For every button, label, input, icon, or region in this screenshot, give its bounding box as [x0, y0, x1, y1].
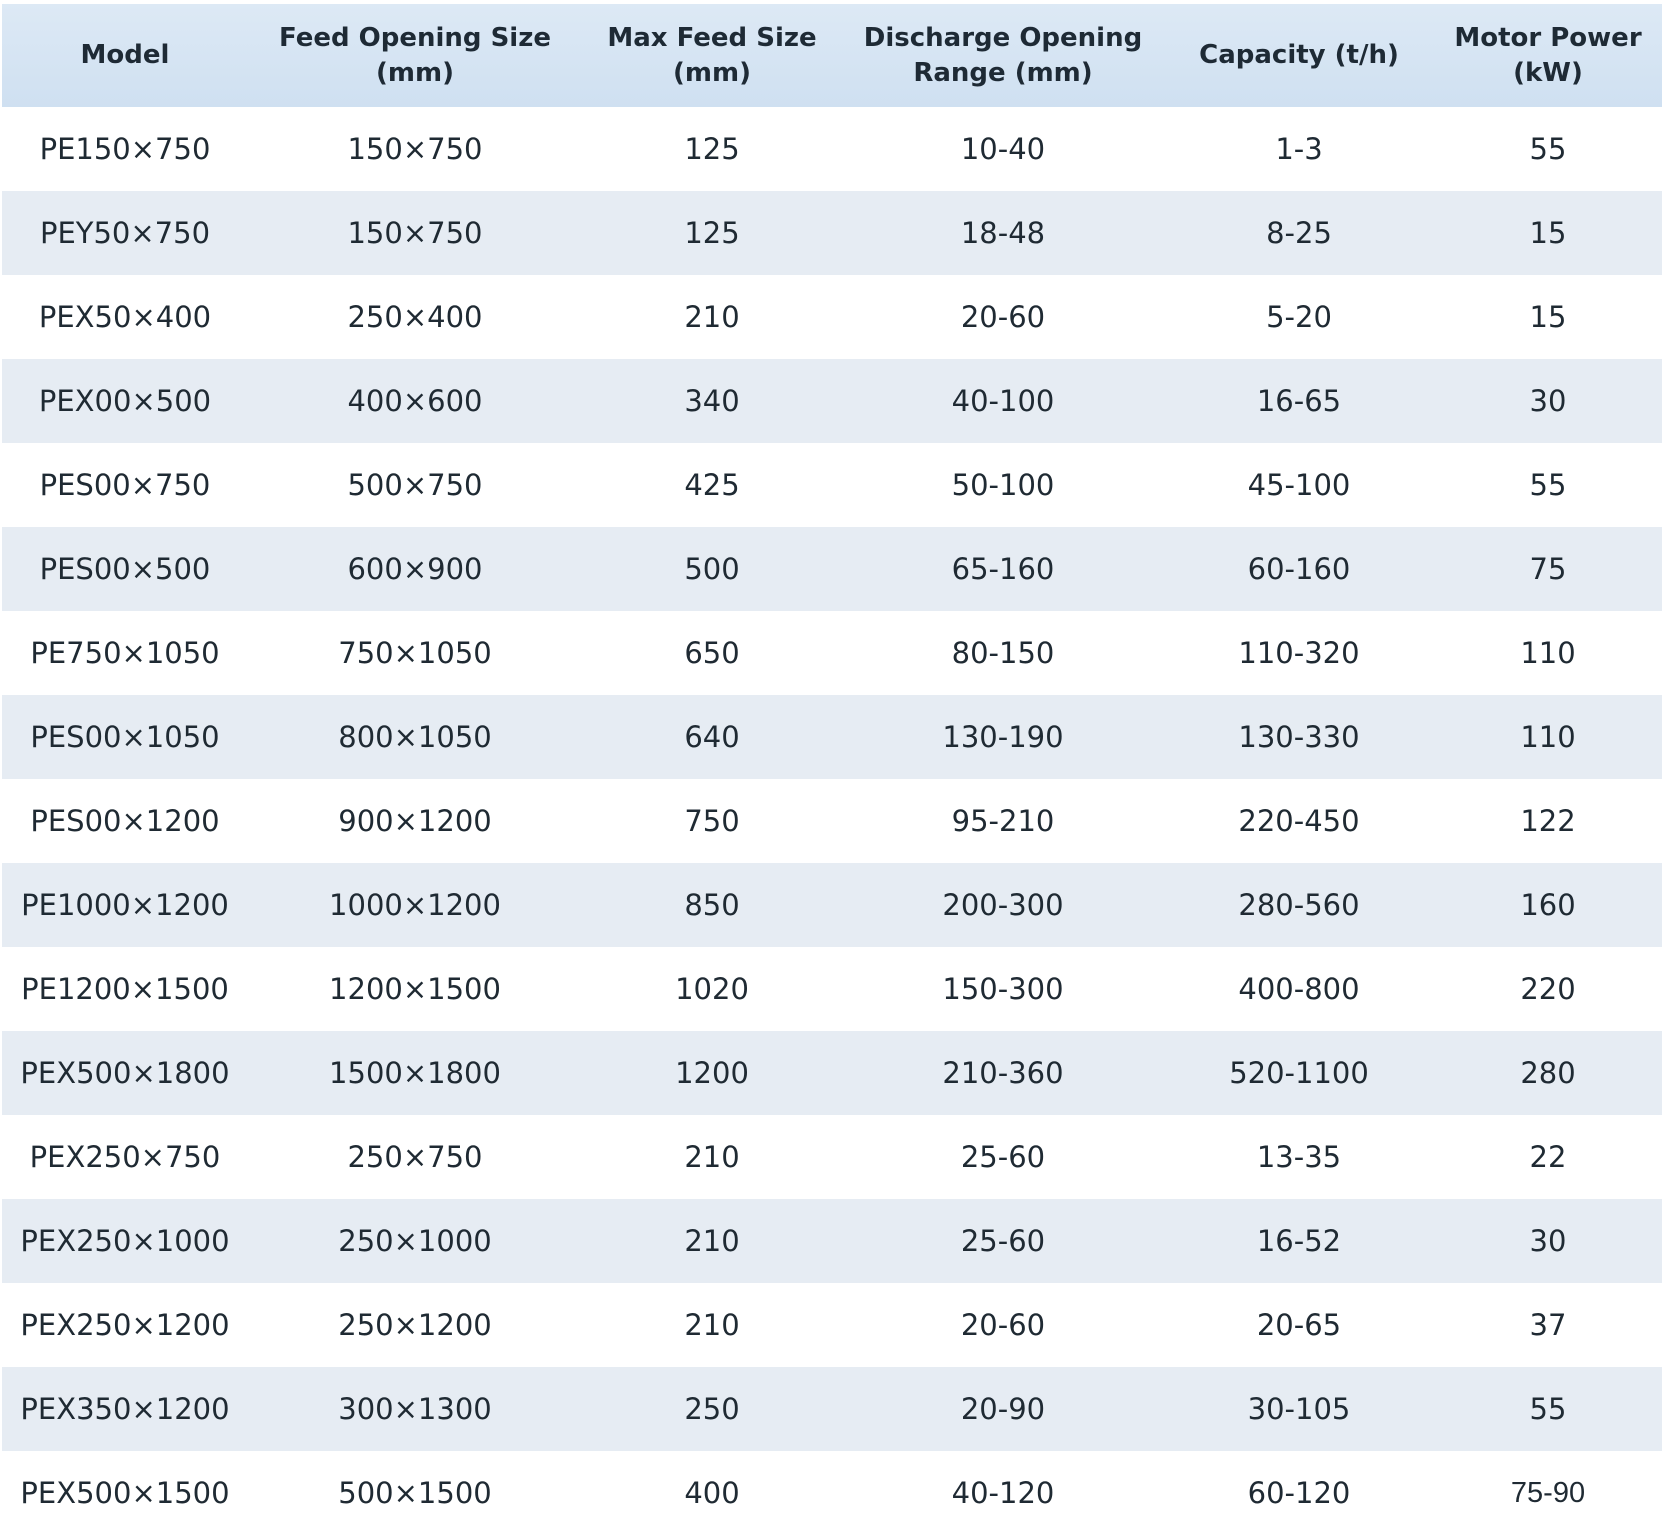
- discharge-opening-range-cell: 95-210: [951, 804, 1055, 838]
- motor-power-cell: 75-90: [1510, 1476, 1586, 1509]
- header-max-feed-size: Max Feed Size (mm): [607, 22, 817, 88]
- max-feed-size-cell: 650: [684, 636, 740, 670]
- capacity-cell: 8-25: [1266, 216, 1332, 250]
- table-row: [2, 443, 1662, 527]
- max-feed-size-cell: 210: [684, 1308, 740, 1342]
- model-cell: PEX250×1200: [20, 1308, 230, 1342]
- feed-opening-size-cell: 900×1200: [338, 804, 492, 838]
- motor-power-cell: 220: [1520, 972, 1576, 1006]
- feed-opening-size-cell: 150×750: [347, 132, 483, 166]
- table-row: [2, 695, 1662, 779]
- table-row: [2, 611, 1662, 695]
- max-feed-size-cell: 500: [684, 552, 740, 586]
- capacity-cell: 13-35: [1256, 1140, 1342, 1174]
- capacity-cell: 60-160: [1247, 552, 1351, 586]
- max-feed-size-cell: 210: [684, 1224, 740, 1258]
- table-row: [2, 359, 1662, 443]
- capacity-cell: 1-3: [1275, 132, 1323, 166]
- feed-opening-size-cell: 500×750: [347, 468, 483, 502]
- table-row: [2, 191, 1662, 275]
- discharge-opening-range-cell: 50-100: [951, 468, 1055, 502]
- table-header: [2, 4, 1662, 107]
- feed-opening-size-cell: 300×1300: [338, 1392, 492, 1426]
- discharge-opening-range-cell: 200-300: [942, 888, 1064, 922]
- discharge-opening-range-cell: 18-48: [960, 216, 1046, 250]
- max-feed-size-cell: 750: [684, 804, 740, 838]
- discharge-opening-range-cell: 210-360: [942, 1056, 1064, 1090]
- motor-power-cell: 37: [1529, 1308, 1567, 1342]
- max-feed-size-cell: 125: [684, 216, 740, 250]
- feed-opening-size-cell: 750×1050: [338, 636, 492, 670]
- max-feed-size-cell: 250: [684, 1392, 740, 1426]
- motor-power-cell: 22: [1529, 1140, 1567, 1174]
- motor-power-cell: 160: [1520, 888, 1576, 922]
- feed-opening-size-cell: 800×1050: [338, 720, 492, 754]
- model-cell: PES00×1050: [30, 720, 220, 754]
- model-cell: PE1000×1200: [21, 888, 229, 922]
- feed-opening-size-cell: 500×1500: [338, 1476, 492, 1510]
- header-motor-power: Motor Power (kW): [1454, 22, 1642, 88]
- motor-power-cell: 30: [1529, 1224, 1567, 1258]
- feed-opening-size-cell: 1200×1500: [329, 972, 501, 1006]
- discharge-opening-range-cell: 20-90: [960, 1392, 1046, 1426]
- capacity-cell: 520-1100: [1229, 1056, 1369, 1090]
- header-model: Model: [80, 40, 170, 70]
- max-feed-size-cell: 425: [684, 468, 740, 502]
- discharge-opening-range-cell: 40-100: [951, 384, 1055, 418]
- capacity-cell: 110-320: [1238, 636, 1360, 670]
- model-cell: PEX250×1000: [20, 1224, 230, 1258]
- motor-power-cell: 110: [1520, 636, 1576, 670]
- feed-opening-size-cell: 1000×1200: [329, 888, 501, 922]
- table-row: [2, 1199, 1662, 1283]
- model-cell: PEX500×1500: [20, 1476, 230, 1510]
- model-cell: PEX250×750: [29, 1140, 221, 1174]
- table-row: [2, 1031, 1662, 1115]
- table-row: [2, 1283, 1662, 1367]
- motor-power-cell: 15: [1529, 216, 1567, 250]
- model-cell: PE1200×1500: [21, 972, 229, 1006]
- model-cell: PEX350×1200: [20, 1392, 230, 1426]
- table-row: [2, 1451, 1662, 1535]
- table-row: [2, 1367, 1662, 1451]
- max-feed-size-cell: 210: [684, 1140, 740, 1174]
- max-feed-size-cell: 210: [684, 300, 740, 334]
- max-feed-size-cell: 125: [684, 132, 740, 166]
- capacity-cell: 220-450: [1238, 804, 1360, 838]
- motor-power-cell: 280: [1520, 1056, 1576, 1090]
- model-cell: PES00×1200: [30, 804, 220, 838]
- discharge-opening-range-cell: 150-300: [942, 972, 1064, 1006]
- capacity-cell: 45-100: [1247, 468, 1351, 502]
- max-feed-size-cell: 640: [684, 720, 740, 754]
- feed-opening-size-cell: 400×600: [347, 384, 483, 418]
- table-row: [2, 275, 1662, 359]
- header-capacity: Capacity (t/h): [1199, 40, 1399, 70]
- feed-opening-size-cell: 150×750: [347, 216, 483, 250]
- capacity-cell: 16-52: [1256, 1224, 1342, 1258]
- discharge-opening-range-cell: 80-150: [951, 636, 1055, 670]
- motor-power-cell: 15: [1529, 300, 1567, 334]
- max-feed-size-cell: 1020: [675, 972, 749, 1006]
- capacity-cell: 20-65: [1256, 1308, 1342, 1342]
- model-cell: PES00×750: [39, 468, 211, 502]
- discharge-opening-range-cell: 10-40: [960, 132, 1046, 166]
- model-cell: PEX500×1800: [20, 1056, 230, 1090]
- feed-opening-size-cell: 250×1000: [338, 1224, 492, 1258]
- motor-power-cell: 55: [1529, 468, 1567, 502]
- motor-power-cell: 55: [1529, 132, 1567, 166]
- model-cell: PE750×1050: [30, 636, 220, 670]
- spec-table: [2, 4, 1662, 1535]
- table-row: [2, 779, 1662, 863]
- capacity-cell: 280-560: [1238, 888, 1360, 922]
- table-row: [2, 1115, 1662, 1199]
- capacity-cell: 5-20: [1266, 300, 1332, 334]
- discharge-opening-range-cell: 130-190: [942, 720, 1064, 754]
- model-cell: PE150×750: [39, 132, 211, 166]
- discharge-opening-range-cell: 40-120: [951, 1476, 1055, 1510]
- discharge-opening-range-cell: 25-60: [960, 1140, 1046, 1174]
- motor-power-cell: 110: [1520, 720, 1576, 754]
- feed-opening-size-cell: 250×1200: [338, 1308, 492, 1342]
- max-feed-size-cell: 1200: [675, 1056, 749, 1090]
- capacity-cell: 16-65: [1256, 384, 1342, 418]
- motor-power-cell: 55: [1529, 1392, 1567, 1426]
- feed-opening-size-cell: 1500×1800: [329, 1056, 501, 1090]
- capacity-cell: 130-330: [1238, 720, 1360, 754]
- discharge-opening-range-cell: 25-60: [960, 1224, 1046, 1258]
- table-row: [2, 947, 1662, 1031]
- model-cell: PEX00×500: [38, 384, 212, 418]
- discharge-opening-range-cell: 20-60: [960, 300, 1046, 334]
- capacity-cell: 400-800: [1238, 972, 1360, 1006]
- capacity-cell: 60-120: [1247, 1476, 1351, 1510]
- feed-opening-size-cell: 600×900: [347, 552, 483, 586]
- motor-power-cell: 122: [1520, 804, 1576, 838]
- table-row: [2, 107, 1662, 191]
- motor-power-cell: 30: [1529, 384, 1567, 418]
- discharge-opening-range-cell: 20-60: [960, 1308, 1046, 1342]
- max-feed-size-cell: 340: [684, 384, 740, 418]
- header-discharge-opening-range: Discharge Opening Range (mm): [863, 22, 1143, 88]
- model-cell: PEX50×400: [38, 300, 212, 334]
- max-feed-size-cell: 400: [684, 1476, 740, 1510]
- table-body: [2, 107, 1662, 1535]
- motor-power-cell: 75: [1529, 552, 1567, 586]
- table-row: [2, 527, 1662, 611]
- max-feed-size-cell: 850: [684, 888, 740, 922]
- header-feed-opening-size: Feed Opening Size (mm): [279, 22, 551, 88]
- table-row: [2, 863, 1662, 947]
- discharge-opening-range-cell: 65-160: [951, 552, 1055, 586]
- feed-opening-size-cell: 250×400: [347, 300, 483, 334]
- model-cell: PEY50×750: [39, 216, 211, 250]
- feed-opening-size-cell: 250×750: [347, 1140, 483, 1174]
- capacity-cell: 30-105: [1247, 1392, 1351, 1426]
- model-cell: PES00×500: [39, 552, 211, 586]
